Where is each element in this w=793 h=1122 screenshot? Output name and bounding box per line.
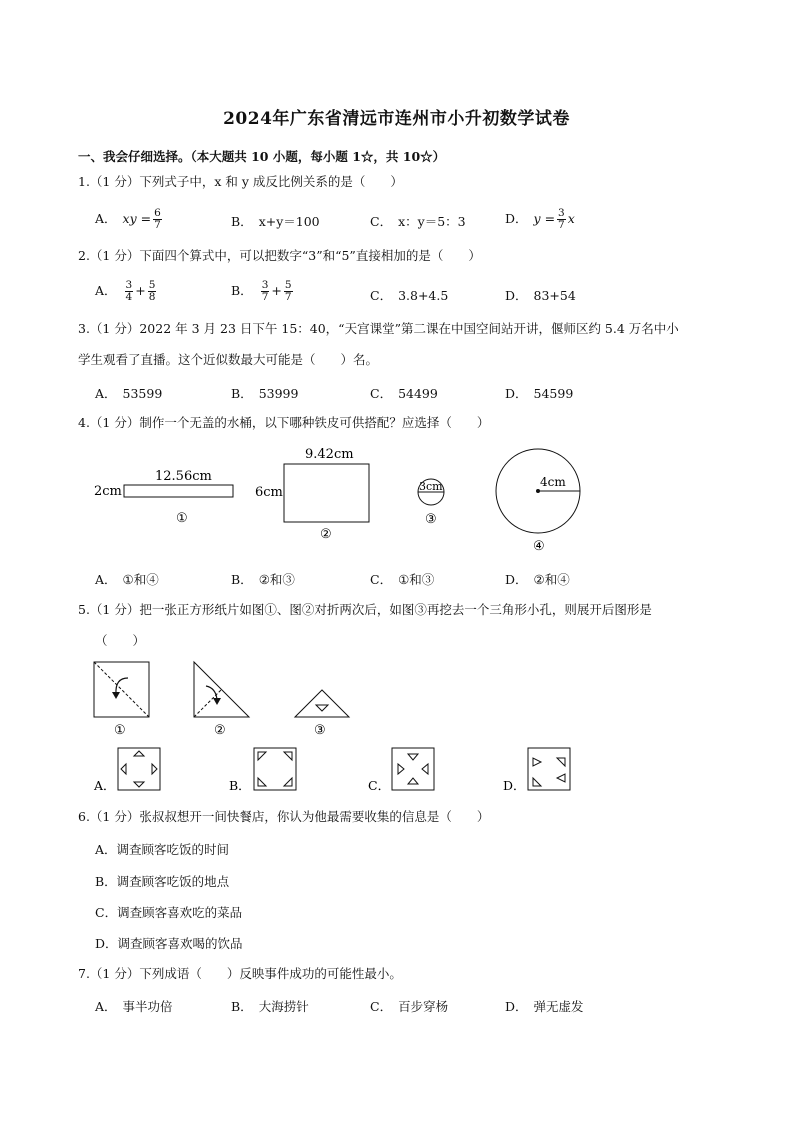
hole-right: [422, 764, 428, 774]
fig4-center: [536, 489, 540, 493]
page-title: 2024年广东省清远市连州市小升初数学试卷: [223, 109, 570, 129]
question-5-line2: （ ）: [95, 633, 146, 648]
option-b[interactable]: B．调查顾客吃饭的地点: [95, 874, 230, 889]
hole-left: [398, 764, 404, 774]
option-d[interactable]: D． 弹无虚发: [505, 999, 584, 1014]
fold-arrow-icon: [116, 678, 128, 694]
question-5-line1: 5.（1 分）把一张正方形纸片如图①、图②对折两次后，如图③再挖去一个三角形小孔，则展开后图形是: [78, 602, 652, 617]
option-b[interactable]: B． x+y＝100: [231, 214, 320, 229]
hole-right: [152, 764, 157, 774]
option-c-label: C．: [368, 778, 391, 793]
option-d[interactable]: D． 83+54: [505, 288, 576, 303]
question-2-stem: 2.（1 分）下面四个算式中，可以把数字“3”和“5”直接相加的是（ ）: [78, 248, 481, 263]
option-d-figure[interactable]: [528, 748, 570, 790]
option-d[interactable]: D．调查顾客喜欢喝的饮品: [95, 936, 243, 951]
option-a[interactable]: A．调查顾客吃饭的时间: [95, 842, 230, 857]
fig4-label: 4cm: [540, 475, 566, 489]
fold-fig1-number: ①: [114, 723, 126, 738]
fold-line: [94, 662, 149, 717]
option-c[interactable]: C． 3.8+4.5: [370, 288, 449, 303]
fig1-rectangle: [124, 485, 233, 497]
question-4-figures: [0, 440, 793, 560]
hole-bottom: [408, 778, 418, 784]
option-a[interactable]: A． $\frac{3}{4}$ + $\frac{5}{8}$: [95, 279, 156, 303]
question-3-options: [95, 384, 715, 406]
hole-top-left: [258, 752, 266, 760]
question-1-options: [95, 208, 715, 230]
option-d[interactable]: D． ②和④: [505, 572, 570, 587]
question-3-line1: 3.（1 分）2022 年 3 月 23 日下午 15：40，“天宫课堂”第二课在中国空间站开讲，偃师区约 5.4 万名中小: [78, 321, 679, 336]
question-7-options: [95, 997, 715, 1019]
option-a-figure[interactable]: [118, 748, 160, 790]
hole-top-left: [533, 758, 541, 766]
option-a[interactable]: A． 事半功倍: [95, 999, 173, 1014]
fold-arrow-icon: [206, 686, 217, 700]
option-d[interactable]: D． 54599: [505, 386, 574, 401]
fold-fig2-number: ②: [214, 723, 226, 738]
fold-fig3-number: ③: [314, 723, 326, 738]
hole-top-right: [284, 752, 292, 760]
fraction: $\frac{5}{7}$: [284, 279, 292, 303]
option-b[interactable]: B． ②和③: [231, 572, 295, 587]
fraction: $\frac{3}{4}$: [125, 279, 133, 303]
arrow-head-icon: [213, 698, 221, 705]
hole-top: [408, 754, 418, 760]
question-6-stem: 6.（1 分）张叔叔想开一间快餐店，你认为他最需要收集的信息是（ ）: [78, 809, 490, 824]
fraction: $\frac{6}{7}$: [154, 207, 161, 231]
fig2-side-label: 6cm: [255, 485, 283, 500]
hole-bottom-right: [557, 774, 565, 782]
option-b[interactable]: B． 大海捞针: [231, 999, 309, 1014]
fig1-side-label: 2cm: [94, 484, 122, 499]
option-d[interactable]: D． y = $\frac{3}{7}$ x: [505, 207, 575, 231]
option-c[interactable]: C． ①和③: [370, 572, 435, 587]
fig1-number: ①: [176, 511, 188, 526]
question-3-line2: 学生观看了直播。这个近似数最大可能是（ ）名。: [78, 352, 379, 367]
question-5-figures: [0, 656, 793, 796]
option-d-label: D．: [503, 778, 526, 793]
option-a[interactable]: A． 53599: [95, 386, 163, 401]
option-c[interactable]: C． 54499: [370, 386, 438, 401]
option-b[interactable]: B． 53999: [231, 386, 299, 401]
folded-triangle: [295, 690, 349, 717]
hole-bottom-left: [258, 778, 266, 786]
question-4-stem: 4.（1 分）制作一个无盖的水桶，以下哪种铁皮可供搭配？应选择（ ）: [78, 415, 490, 430]
option-c[interactable]: C．调查顾客喜欢吃的菜品: [95, 905, 243, 920]
arrow-head-icon: [112, 692, 120, 699]
fig2-number: ②: [320, 527, 332, 542]
fig3-label: 3cm: [419, 480, 443, 493]
fig2-rectangle: [284, 464, 369, 522]
hole-bottom-right: [284, 778, 292, 786]
fraction: $\frac{3}{7}$: [558, 207, 565, 231]
option-b[interactable]: B． $\frac{3}{7}$ + $\frac{5}{7}$: [231, 279, 292, 303]
hole-bottom: [134, 782, 144, 787]
cut-hole: [316, 705, 328, 711]
section-heading: 一、我会仔细选择。（本大题共 10 小题，每小题 1☆，共 10☆）: [78, 149, 446, 164]
fig1-top-label: 12.56cm: [155, 469, 212, 484]
option-a[interactable]: A． xy = $\frac{6}{7}$: [95, 207, 161, 231]
question-2-options: [95, 280, 715, 302]
fig3-number: ③: [425, 512, 437, 527]
question-4-options: [95, 570, 715, 592]
question-7-stem: 7.（1 分）下列成语（ ）反映事件成功的可能性最小。: [78, 966, 402, 981]
hole-top: [134, 751, 144, 756]
hole-top-right: [557, 758, 565, 766]
option-c[interactable]: C． 百步穿杨: [370, 999, 449, 1014]
hole-left: [121, 764, 126, 774]
option-b-label: B．: [229, 778, 251, 793]
fraction: $\frac{5}{8}$: [148, 279, 156, 303]
hole-bottom-left: [533, 778, 541, 786]
fig2-top-label: 9.42cm: [305, 447, 354, 462]
question-1-stem: 1.（1 分）下列式子中，x 和 y 成反比例关系的是（ ）: [78, 174, 403, 189]
fraction: $\frac{3}{7}$: [261, 279, 269, 303]
option-b-figure[interactable]: [254, 748, 296, 790]
option-a[interactable]: A． ①和④: [95, 572, 159, 587]
fig4-number: ④: [533, 539, 545, 554]
option-a-label: A．: [94, 778, 116, 793]
option-c[interactable]: C． x：y＝5：3: [370, 214, 466, 229]
